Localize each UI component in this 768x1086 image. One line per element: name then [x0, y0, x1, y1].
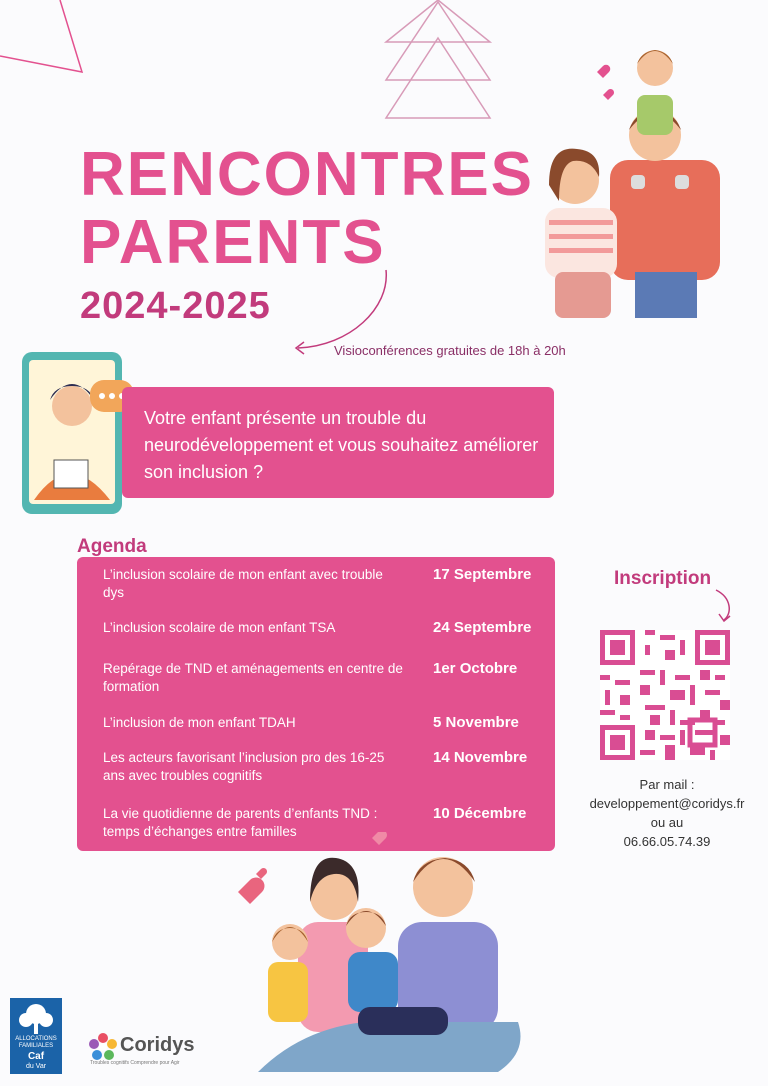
coridys-name: Coridys — [120, 1034, 195, 1056]
contact-info — [572, 775, 762, 851]
phone-number[interactable]: 06.66.05.74.39 — [623, 834, 711, 849]
agenda-date: 17 Septembre — [433, 566, 532, 583]
question-box — [122, 387, 554, 498]
caf-line-3: Caf — [27, 1051, 45, 1062]
agenda-topic: Repérage de TND et aménagements en centre de formation — [103, 661, 403, 694]
visio-info: Visioconférences gratuites de 18h à 20h — [334, 343, 566, 358]
agenda-title: Agenda — [77, 536, 147, 557]
family-illustration-bottom — [228, 832, 528, 1082]
agenda-date: 10 Décembre — [433, 805, 527, 822]
title-line-2: PARENTS — [80, 208, 386, 277]
mail-label: Par mail : — [639, 777, 695, 792]
coridys-logo — [88, 1030, 208, 1070]
question-text: Votre enfant présente un trouble du neurodéveloppement et vous souhaitez améliorer son inclusion ? — [144, 408, 539, 482]
agenda-topic: La vie quotidienne de parents d’enfants TND : temps d’échanges entre familles — [103, 806, 378, 839]
or-label: ou au — [650, 815, 684, 830]
caf-tree-icon — [10, 1000, 62, 1036]
inscription-arrow — [706, 588, 736, 624]
coridys-tagline: Troubles cognitifs Comprendre pour Agir — [90, 1060, 180, 1066]
agenda-date: 1er Octobre — [433, 660, 518, 677]
agenda-topic: L’inclusion scolaire de mon enfant avec trouble dys — [103, 567, 383, 600]
caf-line-4: du Var — [25, 1063, 47, 1070]
coridys-flower-icon — [88, 1032, 118, 1062]
agenda-topic: L’inclusion scolaire de mon enfant TSA — [103, 620, 336, 635]
agenda-date: 24 Septembre — [433, 619, 532, 636]
agenda-date: 5 Novembre — [433, 714, 519, 731]
family-illustration-top — [535, 40, 735, 322]
inscription-title: Inscription — [614, 568, 712, 589]
agenda-topic: Les acteurs favorisant l’inclusion pro des 16-25 ans avec troubles cognitifs — [103, 750, 385, 783]
caf-line-2: FAMILIALES — [18, 1043, 54, 1049]
qr-code[interactable] — [600, 630, 730, 760]
agenda-date: 14 Novembre — [433, 749, 528, 766]
caf-logo — [10, 998, 62, 1074]
agenda-box — [77, 557, 555, 851]
email-link[interactable]: developpement@coridys.fr — [589, 796, 745, 811]
agenda-topic: L’inclusion de mon enfant TDAH — [103, 715, 296, 730]
title-line-1: RENCONTRES — [80, 140, 535, 209]
year: 2024-2025 — [80, 285, 271, 327]
caf-line-1: ALLOCATIONS — [15, 1036, 57, 1042]
